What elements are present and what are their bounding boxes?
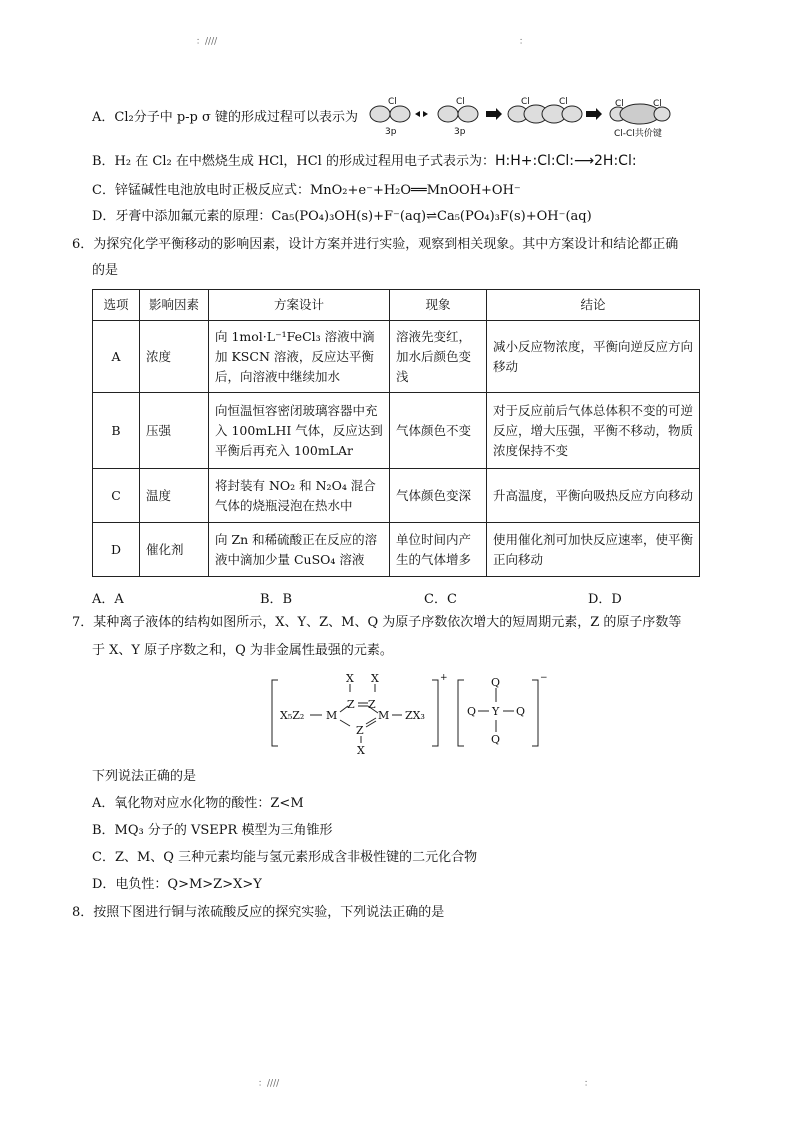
z-atom-lower: Z <box>356 724 364 737</box>
footer-left: ：//// <box>258 1079 280 1089</box>
row-a-factor: 浓度 <box>140 321 209 393</box>
row-c-design: 将封装有 NO₂ 和 N₂O₄ 混合气体的烧瓶浸泡在热水中 <box>209 469 390 523</box>
x-atom-top-left: X <box>346 672 354 685</box>
table-row <box>93 393 700 469</box>
orbital-3p-label-1: 3p <box>385 127 397 137</box>
q7-option-c: C．Z、M、Q 三种元素均能与氢元素形成含非极性键的二元化合物 <box>92 850 478 865</box>
row-a-conclusion: 减小反应物浓度，平衡向逆反应方向移动 <box>487 321 700 393</box>
cl-label-4: Cl <box>559 97 568 107</box>
row-b-conclusion: 对于反应前后气体总体积不变的可逆反应，增大压强，平衡不移动，物质浓度保持不变 <box>487 393 700 469</box>
cl-label-1: Cl <box>388 97 397 107</box>
orbital-3p-label-2: 3p <box>454 127 466 137</box>
x-atom-top-right: X <box>371 672 379 685</box>
x5z2-group: X₅Z₂ <box>280 709 305 722</box>
table-row <box>93 321 700 393</box>
header-factor: 影响因素 <box>140 290 209 321</box>
z-atom-upper-left: Z <box>347 698 355 711</box>
q8-stem: 8．按照下图进行铜与浓硫酸反应的探究实验，下列说法正确的是 <box>72 905 445 920</box>
header-conclusion: 结论 <box>487 290 700 321</box>
row-a-phenomenon: 溶液先变红，加水后颜色变浅 <box>390 321 487 393</box>
row-a-option: A <box>93 321 140 393</box>
q5-option-b-text: B．H₂ 在 Cl₂ 在中燃烧生成 HCl，HCl 的形成过程用电子式表示为： <box>92 154 495 169</box>
header-phenomenon: 现象 <box>390 290 487 321</box>
q-atom-right: Q <box>516 705 526 718</box>
y-atom-center: Y <box>492 705 500 718</box>
q7-option-d: D．电负性：Q>M>Z>X>Y <box>92 877 262 892</box>
q-atom-left: Q <box>467 705 477 718</box>
q6-answer-a[interactable]: A．A <box>92 592 124 607</box>
header-right: ： <box>519 37 529 47</box>
cl-label-2: Cl <box>456 97 465 107</box>
q5-option-d: D．牙膏中添加氟元素的原理：Ca₅(PO₄)₃OH(s)+F⁻(aq)⇌Ca₅(PO₄)₃F(s)+OH⁻(aq) <box>92 209 592 224</box>
q-atom-top: Q <box>491 676 501 689</box>
cation-charge: + <box>440 673 448 683</box>
zx3-group: ZX₃ <box>405 709 425 722</box>
z-atom-upper-right: Z <box>368 698 376 711</box>
q6-answer-c[interactable]: C．C <box>424 592 457 607</box>
anion-charge: − <box>540 673 548 683</box>
table-row <box>93 523 700 577</box>
row-a-design: 向 1mol·L⁻¹FeCl₃ 溶液中滴加 KSCN 溶液，反应达平衡后，向溶液中继续加水 <box>209 321 390 393</box>
m-atom-right: M <box>378 709 390 722</box>
q7-prompt: 下列说法正确的是 <box>92 769 197 784</box>
m-atom-left: M <box>326 709 338 722</box>
q6-stem-line1: 6．为探究化学平衡移动的影响因素，设计方案并进行实验，观察到相关现象。其中方案设计和结论都正确 <box>72 237 679 252</box>
row-d-option: D <box>93 523 140 577</box>
cl-label-6: Cl <box>653 99 662 109</box>
row-d-phenomenon: 单位时间内产生的气体增多 <box>390 523 487 577</box>
q7-option-a: A．氧化物对应水化物的酸性：Z<M <box>92 796 304 811</box>
q5-option-b <box>92 152 637 171</box>
q7-option-b: B．MQ₃ 分子的 VSEPR 模型为三角锥形 <box>92 823 333 838</box>
q-atom-bottom: Q <box>491 733 501 746</box>
row-c-conclusion: 升高温度，平衡向吸热反应方向移动 <box>487 469 700 523</box>
row-b-option: B <box>93 393 140 469</box>
table-header-row <box>93 290 700 321</box>
row-b-phenomenon: 气体颜色不变 <box>390 393 487 469</box>
row-c-factor: 温度 <box>140 469 209 523</box>
cl-label-5: Cl <box>615 99 624 109</box>
q5-option-a: A．Cl₂分子中 p-p σ 键的形成过程可以表示为 <box>92 110 359 125</box>
table-row <box>93 469 700 523</box>
q6-stem-line2: 的是 <box>92 263 119 278</box>
q7-stem-line1: 7．某种离子液体的结构如图所示，X、Y、Z、M、Q 为原子序数依次增大的短周期元素，Z 的原子序数等 <box>72 615 682 630</box>
header-left: ：//// <box>196 37 218 47</box>
cl-label-3: Cl <box>521 97 530 107</box>
pp-sigma-bond-diagram <box>368 96 698 140</box>
row-d-design: 向 Zn 和稀硫酸正在反应的溶液中滴加少量 CuSO₄ 溶液 <box>209 523 390 577</box>
ionic-liquid-structure <box>268 666 558 758</box>
q6-answer-d[interactable]: D．D <box>588 592 622 607</box>
x-atom-bottom: X <box>357 744 365 757</box>
row-c-option: C <box>93 469 140 523</box>
q5-option-c: C．锌锰碱性电池放电时正极反应式：MnO₂+e⁻+H₂O══MnOOH+OH⁻ <box>92 183 521 198</box>
footer-right: ： <box>584 1079 594 1089</box>
q6-table <box>92 289 700 577</box>
cl-cl-bond-label: Cl-Cl共价键 <box>614 129 662 139</box>
q7-stem-line2: 于 X、Y 原子序数之和，Q 为非金属性最强的元素。 <box>92 643 393 658</box>
row-b-design: 向恒温恒容密闭玻璃容器中充入 100mLHI 气体，反应达到平衡后再充入 100mLAr <box>209 393 390 469</box>
header-design: 方案设计 <box>209 290 390 321</box>
row-d-factor: 催化剂 <box>140 523 209 577</box>
row-d-conclusion: 使用催化剂可加快反应速率，使平衡正向移动 <box>487 523 700 577</box>
row-c-phenomenon: 气体颜色变深 <box>390 469 487 523</box>
q6-answer-b[interactable]: B．B <box>260 592 293 607</box>
hcl-electron-formula: H:H+:Cl:Cl:⟶2H:Cl: <box>494 153 637 169</box>
row-b-factor: 压强 <box>140 393 209 469</box>
header-option: 选项 <box>93 290 140 321</box>
